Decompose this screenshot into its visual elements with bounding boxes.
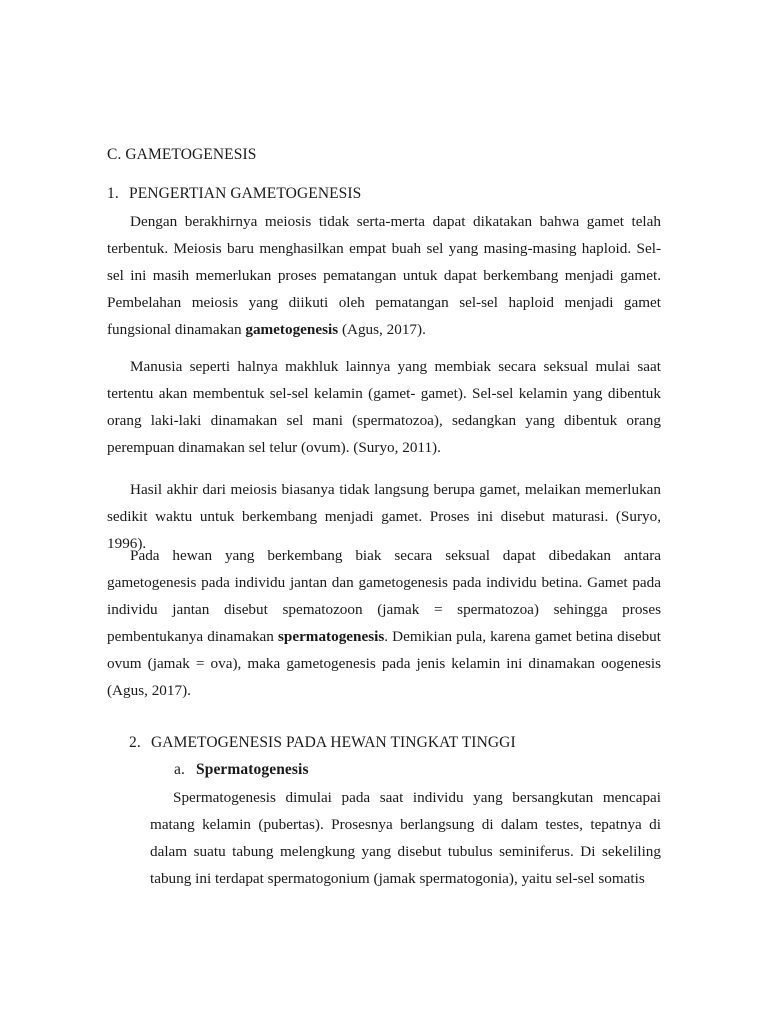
subheading-2a-title: Spermatogenesis xyxy=(196,761,309,778)
paragraph-3: Hasil akhir dari meiosis biasanya tidak langsung berupa gamet, melaikan memerlukan sedikit waktu untuk berkembang menjadi gamet. Proses ini disebut maturasi. (Suryo, 1996). xyxy=(107,481,661,552)
subheading-2 xyxy=(129,734,516,752)
section-title: C. GAMETOGENESIS xyxy=(107,146,257,163)
paragraph-5: Spermatogenesis dimulai pada saat individu yang bersangkutan mencapai matang kelamin (pubertas). Prosesnya berlangsung di dalam testes, tepatnya di dalam suatu tabung melengkung yang disebut tubulus seminiferus. Di sekeliling tabung ini terdapat spermatogonium (jamak spermatogonia), yaitu sel-sel somatis xyxy=(150,789,661,887)
paragraph-2: Manusia seperti halnya makhluk lainnya yang membiak secara seksual mulai saat tertentu akan membentuk sel-sel kelamin (gamet- gamet). Sel-sel kelamin yang dibentuk orang laki-laki dinamakan sel mani (spermatozoa), sedangkan yang dibentuk orang perempuan dinamakan sel telur (ovum). (Suryo, 2011). xyxy=(107,358,661,456)
subheading-1-title: PENGERTIAN GAMETOGENESIS xyxy=(129,185,362,202)
subheading-1 xyxy=(107,185,361,203)
subheading-2-number: 2. xyxy=(129,734,141,751)
paragraph-4-tail: . Demikian pula, karena gamet betina disebut ovum (jamak = ova), maka gametogenesis pada jenis kelamin ini dinamakan oogenesis (Agus, 2017). xyxy=(107,628,661,699)
paragraph-4-bold-term: spermatogenesis xyxy=(277,628,385,645)
paragraph-4-text: Pada hewan yang berkembang biak secara seksual dapat dibedakan antara gametogenesis pada individu jantan dan gametogenesis pada individu betina. Gamet pada individu jantan disebut spematozoon (jamak = spermatozoa) sehingga proses pembentukanya dinamakan xyxy=(107,547,661,645)
subheading-2a xyxy=(174,761,309,779)
paragraph-1-text: Dengan berakhirnya meiosis tidak serta-merta dapat dikatakan bahwa gamet telah terbentuk. Meiosis baru menghasilkan empat buah sel yang masing-masing haploid. Sel-sel ini masih memerlukan proses pematangan untuk dapat berkembang menjadi gamet. Pembelahan meiosis yang diikuti oleh pematangan sel-sel haploid menjadi gamet fungsional dinamakan xyxy=(107,213,661,338)
paragraph-1-citation: (Agus, 2017). xyxy=(338,321,426,338)
subheading-1-number: 1. xyxy=(107,185,119,202)
paragraph-1 xyxy=(107,208,661,343)
paragraph-1-bold-term: gametogenesis xyxy=(245,321,339,338)
subheading-2a-number: a. xyxy=(174,761,185,778)
paragraph-4 xyxy=(107,542,661,704)
subheading-2-title: GAMETOGENESIS PADA HEWAN TINGKAT TINGGI xyxy=(151,734,516,751)
